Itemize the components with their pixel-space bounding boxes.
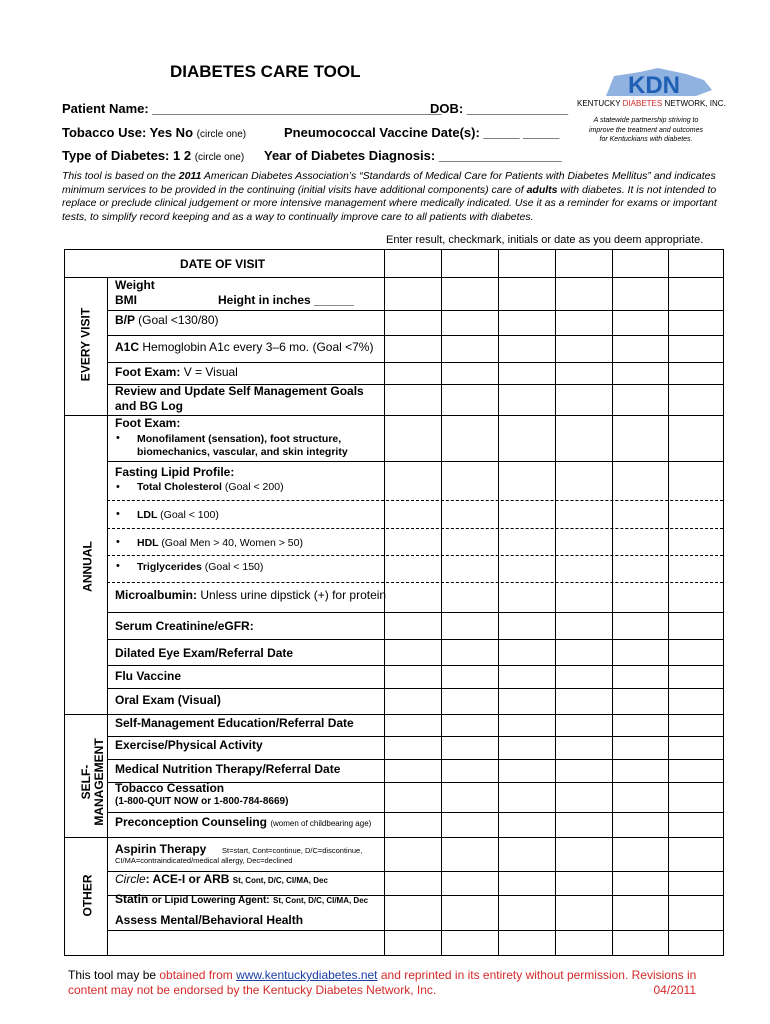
bullet-icon: • — [116, 536, 120, 548]
row-foot-exam-visual: Foot Exam: V = Visual — [115, 365, 238, 379]
row-tobacco-phone: (1-800-QUIT NOW or 1-800-784-8669) — [115, 796, 289, 807]
aspirin-key-line1: St=start, Cont=continue, D/C=discontinue, — [222, 846, 363, 855]
row-statin: Statin or Lipid Lowering Agent: St, Cont, D/C, CI/MA, Dec — [115, 892, 369, 906]
kentucky-diabetes-link[interactable]: www.kentuckydiabetes.net — [236, 968, 378, 982]
row-ldl: LDL (Goal < 100) — [137, 509, 219, 521]
row-bp: B/P (Goal <130/80) — [115, 313, 219, 327]
diabetes-type-field[interactable]: Type of Diabetes: 1 2 (circle one) — [62, 148, 245, 163]
row-hdl: HDL (Goal Men > 40, Women > 50) — [137, 537, 303, 549]
row-foot-exam-annual: Foot Exam: — [115, 416, 181, 430]
org-name: KENTUCKY DIABETES NETWORK, INC. — [577, 99, 726, 108]
row-serum-creatinine: Serum Creatinine/eGFR: — [115, 619, 254, 633]
logo-text: KDN — [628, 72, 680, 99]
row-preconception: Preconception Counseling (women of childbearing age) — [115, 815, 372, 829]
row-review-goals: Review and Update Self Management Goals and BG Log — [115, 384, 364, 413]
row-oral-exam: Oral Exam (Visual) — [115, 693, 221, 707]
aspirin-key-line2: CI/MA=contraindicated/medical allergy, Dec=declined — [115, 856, 293, 865]
diagnosis-year-field[interactable]: Year of Diabetes Diagnosis: _________________ — [264, 148, 562, 163]
row-tobacco-cessation: Tobacco Cessation — [115, 781, 225, 795]
row-triglycerides: Triglycerides (Goal < 150) — [137, 561, 264, 573]
row-flu-vaccine: Flu Vaccine — [115, 669, 182, 683]
row-monofilament: Monofilament (sensation), foot structure, biomechanics, vascular, and skin integrity — [137, 433, 348, 458]
section-self-management: SELF- MANAGEMENT — [79, 738, 106, 826]
bullet-icon: • — [116, 508, 120, 520]
dob-field[interactable]: DOB: ______________ — [430, 101, 569, 116]
row-a1c: A1C Hemoglobin A1c every 3–6 mo. (Goal <7%) — [115, 340, 374, 354]
pneumococcal-field[interactable]: Pneumococcal Vaccine Date(s): _____ _____ — [284, 125, 560, 140]
row-weight: Weight — [115, 278, 155, 292]
footer-note: This tool may be obtained from www.kentuckydiabetes.net and reprinted in its entirety without permission. Revisions in content may not be endorsed by the Kentucky Diabetes Network, Inc. 04/2011 — [68, 968, 697, 997]
org-tagline: A statewide partnership striving to improve the treatment and outcomes for Kentuckians with diabetes. — [588, 117, 703, 143]
section-annual: ANNUAL — [80, 541, 95, 592]
row-bmi: BMI — [115, 293, 137, 307]
row-total-cholesterol: Total Cholesterol (Goal < 200) — [137, 481, 284, 493]
row-height: Height in inches ______ — [218, 293, 355, 307]
footer-date: 04/2011 — [653, 983, 696, 997]
kdn-logo — [600, 66, 718, 98]
row-nutrition-therapy: Medical Nutrition Therapy/Referral Date — [115, 762, 341, 776]
bullet-icon: • — [116, 560, 120, 572]
row-lipid-profile: Fasting Lipid Profile: — [115, 465, 235, 479]
row-dilated-eye-exam: Dilated Eye Exam/Referral Date — [115, 646, 294, 660]
intro-paragraph: This tool is based on the 2011 American Diabetes Association’s “Standards of Medical Care for Patients with Diabetes Mellitus” and indicates minimum services to be provided in the continuing (initial visits have additional components) care of adults with diabetes. It is not intended to replace or preclude clinical judgement or more intensive management where medically indicated. Use it as a reminder for exams or important tests, to simplify record keeping and as a way to continually improve care to all patients with diabetes. — [62, 170, 717, 223]
instruction-text: Enter result, checkmark, initials or date as you deem appropriate. — [386, 234, 704, 246]
row-ace-arb: Circle: ACE-I or ARB St, Cont, D/C, CI/MA, Dec — [115, 872, 328, 886]
tobacco-use-field[interactable]: Tobacco Use: Yes No (circle one) — [62, 125, 247, 140]
date-of-visit-header: DATE OF VISIT — [180, 257, 266, 271]
page-title: DIABETES CARE TOOL — [170, 62, 361, 81]
row-self-management-education: Self-Management Education/Referral Date — [115, 716, 354, 730]
patient-name-field[interactable]: Patient Name: ________________________________________ — [62, 101, 442, 116]
row-aspirin: Aspirin Therapy — [115, 842, 207, 856]
row-mental-health: Assess Mental/Behavioral Health — [115, 913, 304, 927]
bullet-icon: • — [116, 481, 120, 493]
row-exercise: Exercise/Physical Activity — [115, 738, 263, 752]
section-every-visit: EVERY VISIT — [78, 307, 93, 382]
bullet-icon: • — [116, 432, 120, 444]
row-microalbumin: Microalbumin: Unless urine dipstick (+) for protein — [115, 588, 387, 602]
section-other: OTHER — [80, 874, 95, 917]
